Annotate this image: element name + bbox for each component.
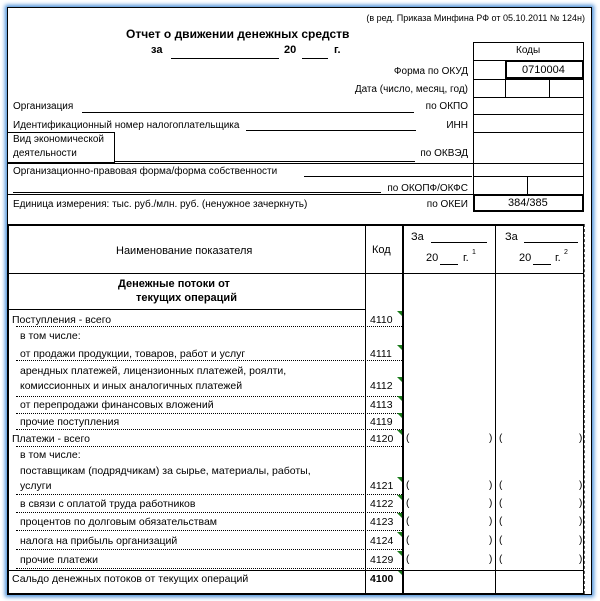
row-label: прочие поступления	[20, 416, 120, 428]
value-paren: )	[579, 535, 583, 546]
value-paren: )	[579, 498, 583, 509]
row-label: процентов по долговым обязательствам	[20, 516, 218, 528]
okud-value: 0710004	[522, 64, 565, 76]
row-divider	[16, 326, 402, 327]
row-code: 4124	[370, 535, 394, 547]
inn-line	[246, 130, 416, 131]
col-sep-p2	[495, 224, 496, 594]
row-label: Сальдо денежных потоков от текущих операций	[12, 573, 249, 585]
cell-marker-icon	[397, 495, 402, 500]
value-paren: )	[489, 535, 493, 546]
cell-marker-icon	[397, 377, 402, 382]
period2-sup: 2	[564, 249, 568, 256]
value-paren: (	[406, 498, 410, 509]
row-code: 4120	[370, 433, 394, 445]
period1-year: 20	[426, 252, 439, 264]
period1-za-line	[431, 242, 487, 243]
legal-form-label: Организационно-правовая форма/форма собственности	[13, 166, 278, 177]
value-paren: (	[499, 554, 503, 565]
row-divider	[16, 549, 402, 550]
value-paren: (	[499, 535, 503, 546]
value-paren: (	[499, 480, 503, 491]
row-code: 4129	[370, 554, 394, 566]
activity-label-1: Вид экономической	[13, 134, 104, 145]
col-sep-code	[365, 224, 366, 594]
row-label: в том числе:	[20, 330, 81, 342]
activity-line	[115, 161, 415, 162]
row-label: прочие платежи	[20, 554, 98, 566]
date-label: Дата (число, месяц, год)	[354, 84, 468, 95]
period-year: 20	[284, 44, 297, 56]
edition-note: (в ред. Приказа Минфина РФ от 05.10.2011 № 124н)	[366, 13, 585, 23]
org-label: Организация	[13, 101, 74, 112]
period1-za: За	[411, 231, 424, 243]
row-label: услуги	[20, 480, 52, 492]
row-code: 4119	[370, 416, 393, 428]
period1-sup: 1	[472, 249, 476, 256]
period2-year-line	[533, 264, 551, 265]
okei-label: по ОКЕИ	[426, 199, 468, 210]
org-line	[82, 112, 414, 113]
section-title-2: текущих операций	[136, 292, 237, 304]
row-divider	[16, 512, 402, 513]
cell-marker-icon	[397, 513, 402, 518]
cell-marker-icon	[397, 345, 402, 350]
report-form	[7, 7, 592, 595]
okopf-divider	[527, 176, 528, 194]
okpo-label: по ОКПО	[425, 101, 468, 112]
value-paren: )	[489, 480, 493, 491]
okopf-label: по ОКОПФ/ОКФС	[387, 183, 468, 194]
codes-divider-5	[8, 163, 584, 164]
value-paren: (	[406, 516, 410, 527]
row-label: от перепродажи финансовых вложений	[20, 399, 214, 411]
codes-divider-6	[473, 176, 584, 177]
inn-label: ИНН	[446, 120, 468, 131]
row-code: 4110	[370, 314, 393, 326]
cell-marker-icon	[397, 311, 402, 316]
value-paren: )	[489, 498, 493, 509]
header-bottom-line	[8, 273, 584, 274]
period-date-line	[171, 58, 279, 59]
row-divider	[16, 413, 402, 414]
cell-marker-icon	[397, 413, 402, 418]
row-label: в связи с оплатой труда работников	[20, 498, 196, 510]
period-g: г.	[334, 44, 341, 56]
okei-value: 384/385	[508, 197, 548, 209]
row-label: налога на прибыль организаций	[20, 535, 178, 547]
period2-g: г.	[555, 252, 561, 264]
cell-marker-icon	[397, 532, 402, 537]
value-paren: (	[499, 516, 503, 527]
row-label: арендных платежей, лицензионных платежей, роялти,	[20, 365, 287, 377]
row-divider	[16, 360, 402, 361]
row-label: Поступления - всего	[12, 314, 112, 326]
value-paren: )	[489, 516, 493, 527]
row-code: 4121	[370, 480, 394, 492]
section-title-1: Денежные потоки от	[118, 278, 230, 290]
total-row-divider	[8, 570, 584, 571]
okud-label: Форма по ОКУД	[393, 66, 468, 77]
row-code: 4122	[370, 498, 394, 510]
row-code: 4112	[370, 380, 393, 392]
row-divider	[16, 530, 402, 531]
cell-marker-icon	[397, 430, 402, 435]
period1-g: г.	[463, 252, 469, 264]
row-label: комиссионных и иных аналогичных платежей	[20, 380, 243, 392]
col-dash-right	[584, 224, 585, 594]
period2-za: За	[505, 231, 518, 243]
value-paren: (	[406, 535, 410, 546]
activity-label-2: деятельности	[13, 148, 77, 159]
row-code: 4113	[370, 399, 393, 411]
row-label: в том числе:	[20, 449, 81, 461]
value-paren: )	[489, 433, 493, 444]
codes-divider-2	[473, 97, 584, 98]
cell-marker-icon	[397, 396, 402, 401]
report-title: Отчет о движении денежных средств	[126, 27, 350, 41]
period-year-line	[302, 58, 328, 59]
row-label: поставщикам (подрядчикам) за сырье, материалы, работы,	[20, 465, 311, 477]
row-label: от продажи продукции, товаров, работ и услуг	[20, 348, 246, 360]
date-divider-2	[549, 79, 550, 97]
period-za: за	[151, 44, 163, 56]
row-divider	[16, 446, 402, 447]
value-paren: (	[406, 480, 410, 491]
value-paren: )	[579, 433, 583, 444]
col-name-header: Наименование показателя	[116, 245, 253, 257]
codes-label: Коды	[516, 45, 541, 56]
period2-year: 20	[519, 252, 532, 264]
codes-divider-3	[473, 114, 584, 115]
col-code-header: Код	[372, 244, 391, 256]
inn-left-label: Идентификационный номер налогоплательщика	[13, 120, 240, 131]
col-sep-p1	[402, 224, 404, 594]
table-top-line	[8, 224, 584, 226]
row-code: 4111	[370, 348, 392, 360]
date-divider-1	[505, 79, 506, 97]
value-paren: )	[489, 554, 493, 565]
okved-label: по ОКВЭД	[420, 148, 468, 159]
codes-divider-4	[473, 132, 584, 133]
row-divider	[16, 494, 402, 495]
value-paren: )	[579, 516, 583, 527]
cell-marker-icon	[397, 477, 402, 482]
value-paren: (	[499, 433, 503, 444]
value-paren: (	[499, 498, 503, 509]
cell-marker-icon	[397, 551, 402, 556]
row-divider	[16, 568, 402, 569]
period2-za-line	[524, 242, 578, 243]
row-code: 4123	[370, 516, 394, 528]
unit-label: Единица измерения: тыс. руб./млн. руб. (ненужное зачеркнуть)	[13, 199, 308, 210]
codes-divider-1	[473, 79, 584, 80]
value-paren: )	[579, 480, 583, 491]
period1-year-line	[440, 264, 458, 265]
row-code: 4100	[370, 573, 394, 585]
legal-form-line-1	[304, 176, 472, 177]
value-paren: (	[406, 554, 410, 565]
row-divider	[16, 429, 402, 430]
row-divider	[16, 396, 402, 397]
value-paren: (	[406, 433, 410, 444]
legal-form-line-2	[13, 192, 381, 193]
row-label: Платежи - всего	[12, 433, 90, 445]
value-paren: )	[579, 554, 583, 565]
section-title-bottom	[8, 309, 365, 310]
